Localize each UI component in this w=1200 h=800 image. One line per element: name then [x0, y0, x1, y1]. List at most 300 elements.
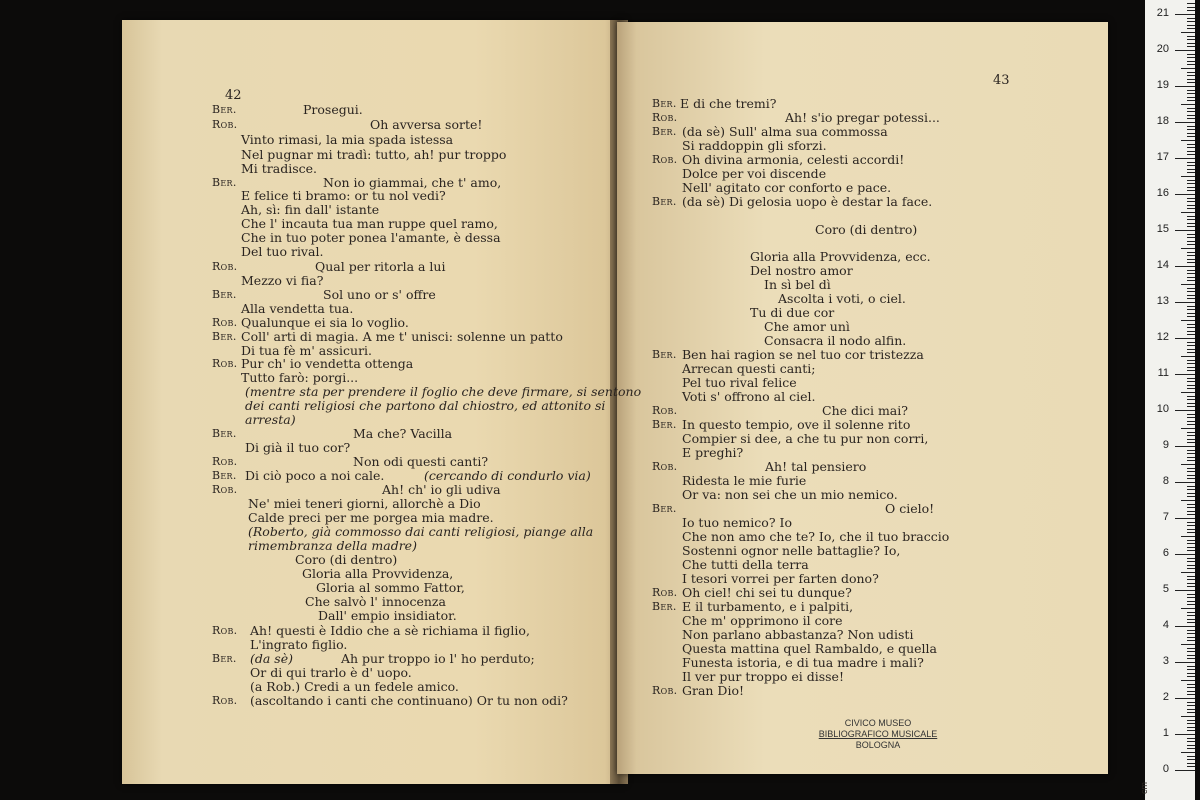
ruler-minor-tick — [1181, 716, 1195, 717]
ruler-minor-tick — [1187, 306, 1195, 307]
text-line: Ah! tal pensiero — [765, 459, 867, 474]
ruler-minor-tick — [1187, 18, 1195, 19]
speaker-label: Ber. — [212, 103, 237, 116]
text-line: Ascolta i voti, o ciel. — [778, 291, 906, 306]
ruler-minor-tick — [1187, 316, 1195, 317]
speaker-label: Ber. — [652, 125, 677, 138]
ruler-minor-tick — [1187, 154, 1195, 155]
text-line: Non parlano abbastanza? Non udisti — [682, 627, 914, 642]
text-line: (Roberto, già commosso dai canti religiosi, piange alla — [248, 524, 594, 539]
text-line: (da sè) Di gelosia uopo è destar la face. — [682, 194, 933, 209]
ruler-minor-tick — [1181, 680, 1195, 681]
ruler-minor-tick — [1187, 763, 1195, 764]
ruler-minor-tick — [1181, 464, 1195, 465]
ruler-label: 17 — [1156, 151, 1169, 163]
ruler-minor-tick — [1187, 655, 1195, 656]
text-line: Ah! s'io pregar potessi... — [785, 110, 940, 125]
chorus-heading: Coro (di dentro) — [295, 552, 398, 567]
ruler-minor-tick — [1187, 514, 1195, 515]
ruler-minor-tick — [1181, 68, 1195, 69]
text-line: L'ingrato figlio. — [250, 637, 348, 652]
ruler-label: 15 — [1156, 223, 1169, 235]
text-line: Ridesta le mie furie — [682, 473, 807, 488]
ruler-minor-tick — [1187, 468, 1195, 469]
ruler-minor-tick — [1181, 536, 1195, 537]
ruler-minor-tick — [1187, 460, 1195, 461]
ruler-tick — [1175, 302, 1195, 303]
ruler-tick — [1175, 590, 1195, 591]
ruler-minor-tick — [1187, 486, 1195, 487]
ruler-minor-tick — [1187, 496, 1195, 497]
text-line: Gloria al sommo Fattor, — [316, 580, 465, 595]
ruler-minor-tick — [1187, 421, 1195, 422]
speaker-label: Ber. — [212, 469, 237, 482]
ruler-minor-tick — [1187, 108, 1195, 109]
ruler-minor-tick — [1187, 558, 1195, 559]
speaker-label: Rob. — [212, 118, 238, 131]
ruler-minor-tick — [1187, 640, 1195, 641]
text-line: Sol uno or s' offre — [323, 287, 436, 302]
ruler-minor-tick — [1187, 705, 1195, 706]
chorus-heading: Coro (di dentro) — [815, 222, 918, 237]
ruler-minor-tick — [1181, 320, 1195, 321]
speaker-label: Ber. — [652, 348, 677, 361]
ruler-tick — [1175, 518, 1195, 519]
page-number-left: 42 — [225, 88, 242, 103]
text-line: Qualunque ei sia lo voglio. — [241, 315, 409, 330]
text-line: Che m' opprimono il core — [682, 613, 843, 628]
text-line: Funesta istoria, e di tua madre i mali? — [682, 655, 924, 670]
ruler-minor-tick — [1187, 7, 1195, 8]
text-line: Ah, sì: fin dall' istante — [241, 202, 380, 217]
ruler-tick — [1175, 770, 1195, 771]
ruler-minor-tick — [1187, 295, 1195, 296]
speaker-label: Ber. — [652, 600, 677, 613]
text-line: Che amor unì — [764, 319, 850, 334]
ruler-minor-tick — [1187, 349, 1195, 350]
ruler-minor-tick — [1187, 507, 1195, 508]
ruler-tick — [1175, 50, 1195, 51]
ruler-label: 3 — [1162, 655, 1169, 667]
ruler-minor-tick — [1187, 637, 1195, 638]
text-line: (ascoltando i canti che continuano) Or tu non odi? — [250, 693, 568, 708]
text-line: Ah pur troppo io l' ho perduto; — [341, 651, 535, 666]
ruler-minor-tick — [1187, 378, 1195, 379]
text-line: Tu di due cor — [750, 305, 835, 320]
speaker-label: Ber. — [212, 652, 237, 665]
ruler-label: 14 — [1156, 259, 1169, 271]
ruler-minor-tick — [1181, 392, 1195, 393]
ruler-minor-tick — [1187, 561, 1195, 562]
ruler-minor-tick — [1187, 334, 1195, 335]
ruler-label: 20 — [1156, 43, 1169, 55]
text-line: Che non amo che te? Io, che il tuo braccio — [682, 529, 950, 544]
ruler-minor-tick — [1187, 702, 1195, 703]
ruler-minor-tick — [1187, 118, 1195, 119]
ruler-label: 10 — [1156, 403, 1169, 415]
ruler-minor-tick — [1187, 727, 1195, 728]
ruler-minor-tick — [1187, 360, 1195, 361]
ruler-minor-tick — [1187, 10, 1195, 11]
ruler-minor-tick — [1187, 280, 1195, 281]
ruler-minor-tick — [1187, 648, 1195, 649]
text-line: Si raddoppin gli sforzi. — [682, 138, 827, 153]
text-line: Prosegui. — [303, 102, 363, 117]
ruler-minor-tick — [1187, 565, 1195, 566]
ruler-minor-tick — [1187, 133, 1195, 134]
ruler-minor-tick — [1181, 644, 1195, 645]
text-line: Consacra il nodo alfin. — [764, 333, 907, 348]
ruler-minor-tick — [1187, 658, 1195, 659]
speaker-label: Rob. — [212, 455, 238, 468]
ruler-tick — [1175, 662, 1195, 663]
text-line: Gloria alla Provvidenza, — [302, 566, 454, 581]
ruler-minor-tick — [1187, 169, 1195, 170]
ruler-minor-tick — [1187, 651, 1195, 652]
speaker-label: Rob. — [652, 153, 678, 166]
ruler-minor-tick — [1187, 547, 1195, 548]
speaker-label: Ber. — [652, 97, 677, 110]
ruler-minor-tick — [1187, 205, 1195, 206]
ruler-minor-tick — [1187, 493, 1195, 494]
ruler-minor-tick — [1187, 712, 1195, 713]
ruler-minor-tick — [1187, 147, 1195, 148]
ruler-label: 21 — [1156, 7, 1169, 19]
ruler-tick — [1175, 194, 1195, 195]
ruler-minor-tick — [1187, 324, 1195, 325]
ruler-minor-tick — [1187, 370, 1195, 371]
text-line: Ben hai ragion se nel tuo cor tristezza — [682, 347, 924, 362]
text-line: Di già il tuo cor? — [245, 440, 351, 455]
ruler-minor-tick — [1187, 543, 1195, 544]
ruler-minor-tick — [1181, 500, 1195, 501]
speaker-label: Rob. — [652, 684, 678, 697]
ruler-minor-tick — [1187, 223, 1195, 224]
ruler-minor-tick — [1187, 363, 1195, 364]
ruler-minor-tick — [1187, 342, 1195, 343]
ruler-minor-tick — [1187, 79, 1195, 80]
ruler-minor-tick — [1187, 82, 1195, 83]
ruler-minor-tick — [1187, 57, 1195, 58]
ruler-minor-tick — [1187, 187, 1195, 188]
ruler-minor-tick — [1187, 720, 1195, 721]
ruler-minor-tick — [1187, 273, 1195, 274]
text-line: I tesori vorrei per farten dono? — [682, 571, 879, 586]
text-line: Vinto rimasi, la mia spada istessa — [241, 132, 454, 147]
ruler-minor-tick — [1187, 666, 1195, 667]
ruler-minor-tick — [1187, 453, 1195, 454]
ruler-minor-tick — [1187, 723, 1195, 724]
ruler-minor-tick — [1187, 439, 1195, 440]
ruler-minor-tick — [1187, 475, 1195, 476]
ruler-minor-tick — [1181, 212, 1195, 213]
ruler-minor-tick — [1187, 241, 1195, 242]
ruler-minor-tick — [1187, 54, 1195, 55]
text-line: Dolce per voi discende — [682, 166, 827, 181]
ruler-minor-tick — [1187, 216, 1195, 217]
ruler-minor-tick — [1187, 291, 1195, 292]
text-line: Ah! questi è Iddio che a sè richiama il figlio, — [250, 623, 530, 638]
ruler-minor-tick — [1187, 100, 1195, 101]
ruler-tick — [1175, 626, 1195, 627]
ruler-minor-tick — [1187, 277, 1195, 278]
ruler-minor-tick — [1181, 248, 1195, 249]
ruler-minor-tick — [1187, 252, 1195, 253]
ruler-minor-tick — [1187, 673, 1195, 674]
text-line: Oh avversa sorte! — [370, 117, 483, 132]
ruler-minor-tick — [1187, 313, 1195, 314]
ruler-minor-tick — [1187, 550, 1195, 551]
ruler-minor-tick — [1187, 576, 1195, 577]
ruler-minor-tick — [1187, 597, 1195, 598]
ruler-minor-tick — [1181, 284, 1195, 285]
ruler-minor-tick — [1187, 417, 1195, 418]
ruler-minor-tick — [1187, 198, 1195, 199]
speaker-label: Rob. — [652, 404, 678, 417]
ruler-minor-tick — [1187, 162, 1195, 163]
ruler-minor-tick — [1187, 288, 1195, 289]
speaker-label: Ber. — [212, 288, 237, 301]
speaker-label: Ber. — [212, 176, 237, 189]
ruler-minor-tick — [1187, 759, 1195, 760]
ruler-tick — [1175, 482, 1195, 483]
text-line: Non odi questi canti? — [353, 454, 489, 469]
ruler-minor-tick — [1187, 367, 1195, 368]
ruler-label: 9 — [1162, 439, 1169, 451]
ruler-minor-tick — [1187, 406, 1195, 407]
text-line: (da sè) Sull' alma sua commossa — [682, 124, 888, 139]
text-line: Di ciò poco a noi cale. — [245, 468, 385, 483]
ruler-minor-tick — [1187, 619, 1195, 620]
text-line: Del tuo rival. — [241, 244, 324, 259]
ruler-tick — [1175, 554, 1195, 555]
ruler-minor-tick — [1187, 111, 1195, 112]
ruler-tick — [1175, 734, 1195, 735]
ruler-minor-tick — [1187, 129, 1195, 130]
ruler-minor-tick — [1187, 691, 1195, 692]
ruler-tick — [1175, 158, 1195, 159]
ruler-minor-tick — [1187, 126, 1195, 127]
ruler-minor-tick — [1187, 525, 1195, 526]
text-line: Non io giammai, che t' amo, — [323, 175, 502, 190]
ruler-minor-tick — [1187, 709, 1195, 710]
stamp-line-3: BOLOGNA — [855, 740, 901, 750]
ruler-minor-tick — [1187, 64, 1195, 65]
ruler-minor-tick — [1187, 745, 1195, 746]
ruler-minor-tick — [1187, 583, 1195, 584]
text-line: Arrecan questi canti; — [682, 361, 816, 376]
speaker-label: Ber. — [652, 418, 677, 431]
ruler-minor-tick — [1181, 608, 1195, 609]
ruler-minor-tick — [1187, 172, 1195, 173]
ruler-tick — [1175, 122, 1195, 123]
ruler-label: 18 — [1156, 115, 1169, 127]
ruler-minor-tick — [1187, 741, 1195, 742]
ruler-minor-tick — [1187, 43, 1195, 44]
text-line: Dall' empio insidiator. — [318, 608, 457, 623]
text-line: Oh ciel! chi sei tu dunque? — [682, 585, 852, 600]
ruler-minor-tick — [1187, 730, 1195, 731]
ruler-minor-tick — [1187, 115, 1195, 116]
ruler-minor-tick — [1187, 522, 1195, 523]
ruler-minor-tick — [1181, 104, 1195, 105]
ruler-minor-tick — [1187, 226, 1195, 227]
text-line: Or va: non sei che un mio nemico. — [682, 487, 898, 502]
ruler-label: 5 — [1162, 583, 1169, 595]
ruler-minor-tick — [1187, 676, 1195, 677]
text-line: Alla vendetta tua. — [241, 301, 354, 316]
text-line: Compier si dee, a che tu pur non corri, — [682, 431, 929, 446]
ruler-minor-tick — [1181, 32, 1195, 33]
stamp-line-1: CIVICO MUSEO — [844, 718, 912, 728]
ruler-label: 11 — [1157, 367, 1169, 379]
ruler-minor-tick — [1187, 262, 1195, 263]
ruler-minor-tick — [1187, 403, 1195, 404]
ruler-minor-tick — [1187, 39, 1195, 40]
speaker-label: Rob. — [212, 483, 238, 496]
ruler-tick — [1175, 374, 1195, 375]
ruler-minor-tick — [1187, 435, 1195, 436]
text-line: dei canti religiosi che partono dal chiostro, ed attonito si — [245, 398, 606, 413]
ruler-label: 7 — [1162, 511, 1169, 523]
ruler-label: 2 — [1162, 691, 1169, 703]
library-stamp — [808, 718, 948, 751]
ruler-minor-tick — [1187, 399, 1195, 400]
ruler-minor-tick — [1187, 97, 1195, 98]
ruler-minor-tick — [1187, 270, 1195, 271]
speaker-label: Rob. — [652, 111, 678, 124]
ruler-label: 1 — [1162, 727, 1169, 739]
ruler-minor-tick — [1187, 630, 1195, 631]
ruler-minor-tick — [1187, 180, 1195, 181]
speaker-label: Ber. — [652, 195, 677, 208]
text-line: Che l' incauta tua man ruppe quel ramo, — [241, 216, 498, 231]
ruler-minor-tick — [1181, 356, 1195, 357]
ruler-minor-tick — [1187, 183, 1195, 184]
ruler-minor-tick — [1187, 93, 1195, 94]
ruler-minor-tick — [1187, 568, 1195, 569]
speaker-label: Rob. — [212, 624, 238, 637]
text-line: Coll' arti di magia. A me t' unisci: solenne un patto — [241, 329, 563, 344]
page-number-right: 43 — [993, 73, 1010, 88]
text-line: In questo tempio, ove il solenne rito — [682, 417, 911, 432]
ruler-minor-tick — [1187, 136, 1195, 137]
ruler-minor-tick — [1187, 61, 1195, 62]
ruler-minor-tick — [1187, 579, 1195, 580]
ruler-tick — [1175, 14, 1195, 15]
text-line: Mezzo vi fia? — [241, 273, 324, 288]
text-line: Voti s' offrono al ciel. — [682, 389, 816, 404]
ruler-minor-tick — [1187, 450, 1195, 451]
ruler-minor-tick — [1187, 604, 1195, 605]
speaker-label: Rob. — [212, 316, 238, 329]
ruler-minor-tick — [1187, 612, 1195, 613]
ruler-tick — [1175, 338, 1195, 339]
ruler-minor-tick — [1181, 140, 1195, 141]
ruler-tick — [1175, 86, 1195, 87]
ruler-minor-tick — [1187, 766, 1195, 767]
ruler-minor-tick — [1187, 352, 1195, 353]
text-line: E di che tremi? — [680, 96, 777, 111]
ruler-minor-tick — [1187, 442, 1195, 443]
ruler-minor-tick — [1187, 90, 1195, 91]
text-line: Io tuo nemico? Io — [682, 515, 792, 530]
ruler-minor-tick — [1187, 615, 1195, 616]
text-line: Calde preci per me porgea mia madre. — [248, 510, 494, 525]
ruler-minor-tick — [1187, 25, 1195, 26]
text-line: Gloria alla Provvidenza, ecc. — [750, 249, 931, 264]
ruler-minor-tick — [1187, 3, 1195, 4]
ruler-minor-tick — [1181, 572, 1195, 573]
ruler-minor-tick — [1187, 489, 1195, 490]
ruler-minor-tick — [1187, 694, 1195, 695]
ruler-tick — [1175, 410, 1195, 411]
text-line: Ma che? Vacilla — [353, 426, 453, 441]
text-line: arresta) — [245, 412, 296, 427]
ruler-minor-tick — [1187, 756, 1195, 757]
ruler-minor-tick — [1187, 219, 1195, 220]
ruler-label: 16 — [1156, 187, 1169, 199]
ruler-minor-tick — [1187, 532, 1195, 533]
ruler-minor-tick — [1187, 208, 1195, 209]
text-line: Qual per ritorla a lui — [315, 259, 446, 274]
ruler-minor-tick — [1187, 72, 1195, 73]
ruler-minor-tick — [1187, 309, 1195, 310]
ruler-tick — [1175, 446, 1195, 447]
ruler-minor-tick — [1187, 540, 1195, 541]
text-line: E felice ti bramo: or tu nol vedi? — [241, 188, 446, 203]
ruler-minor-tick — [1187, 669, 1195, 670]
text-line: Ah! ch' io gli udiva — [382, 482, 501, 497]
ruler-label: 6 — [1162, 547, 1169, 559]
speaker-label: Rob. — [212, 260, 238, 273]
text-line: Pur ch' io vendetta ottenga — [241, 356, 414, 371]
ruler-minor-tick — [1187, 601, 1195, 602]
text-line: Or di qui trarlo è d' uopo. — [250, 665, 412, 680]
ruler-minor-tick — [1187, 190, 1195, 191]
text-line: rimembranza della madre) — [248, 538, 417, 553]
ruler-minor-tick — [1187, 388, 1195, 389]
ruler-minor-tick — [1187, 345, 1195, 346]
ruler-minor-tick — [1187, 457, 1195, 458]
ruler-minor-tick — [1187, 633, 1195, 634]
text-line: E il turbamento, e i palpiti, — [682, 599, 854, 614]
ruler-minor-tick — [1187, 144, 1195, 145]
ruler-minor-tick — [1187, 471, 1195, 472]
ruler-minor-tick — [1187, 478, 1195, 479]
ruler-minor-tick — [1187, 165, 1195, 166]
ruler-label: 8 — [1162, 475, 1169, 487]
ruler-unit: cm — [1139, 782, 1149, 794]
text-line: Di tua fè m' assicuri. — [241, 343, 373, 358]
ruler-label: 4 — [1162, 619, 1169, 631]
text-line: (mentre sta per prendere il foglio che deve firmare, si sentono — [245, 384, 642, 399]
ruler-minor-tick — [1187, 237, 1195, 238]
ruler-minor-tick — [1187, 424, 1195, 425]
speaker-label: Rob. — [212, 694, 238, 707]
ruler-minor-tick — [1187, 748, 1195, 749]
ruler-minor-tick — [1181, 176, 1195, 177]
speaker-label: Ber. — [652, 502, 677, 515]
ruler-minor-tick — [1187, 36, 1195, 37]
text-line: Ne' miei teneri giorni, allorchè a Dio — [248, 496, 481, 511]
text-line: Gran Dio! — [682, 683, 745, 698]
speaker-label: Rob. — [652, 586, 678, 599]
ruler-label: 0 — [1162, 763, 1169, 775]
ruler-label: 13 — [1156, 295, 1169, 307]
ruler-label: 12 — [1156, 331, 1169, 343]
ruler-minor-tick — [1187, 327, 1195, 328]
